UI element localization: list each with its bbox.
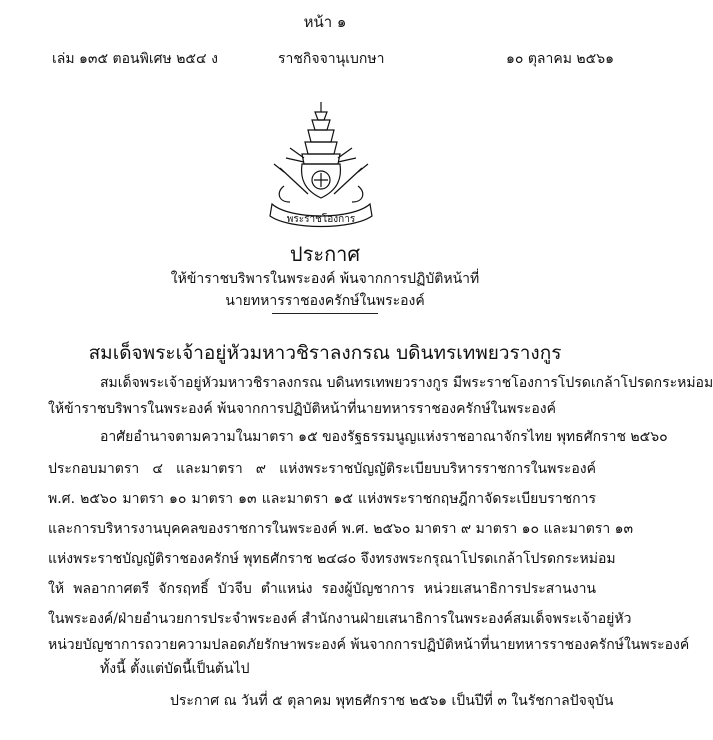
royal-emblem-icon <box>260 98 382 238</box>
body-line: หน่วยบัญชาการถวายความปลอดภัยรักษาพระองค์ พ้นจากการปฏิบัติหน้าที่นายทหารราชองครักษ์ในพระองค์ <box>48 637 690 653</box>
volume-number: เล่ม ๑๓๕ ตอนพิเศษ ๒๕๔ ง <box>52 51 218 67</box>
body-line: ทั้งนี้ ตั้งแต่บัดนี้เป็นต้นไป <box>100 661 250 677</box>
royal-title: สมเด็จพระเจ้าอยู่หัวมหาวชิราลงกรณ บดินทรเทพยวรางกูร <box>88 342 562 364</box>
announcement-subject-line-1: ให้ข้าราชบริพารในพระองค์ พ้นจากการปฏิบัติหน้าที่ <box>170 271 480 287</box>
announcement-subject-line-2: นายทหารราชองครักษ์ในพระองค์ <box>225 293 425 309</box>
gazette-name: ราชกิจจานุเบกษา <box>278 51 385 67</box>
body-line: และการบริหารงานบุคคลของราชการในพระองค์ พ.ศ. ๒๕๖๐ มาตรา ๙ มาตรา ๑๐ และมาตรา ๑๓ <box>48 521 634 537</box>
svg-text:พระราชโองการ: พระราชโองการ <box>286 214 356 225</box>
body-line: อาศัยอำนาจตามความในมาตรา ๑๕ ของรัฐธรรมนูญแห่งราชอาณาจักรไทย พุทธศักราช ๒๕๖๐ <box>100 429 668 445</box>
body-line: สมเด็จพระเจ้าอยู่หัวมหาวชิราลงกรณ บดินทรเทพยวรางกูร มีพระราชโองการโปรดเกล้าโปรดกระหม่อม <box>100 375 713 391</box>
body-line: ให้ข้าราชบริพารในพระองค์ พ้นจากการปฏิบัติหน้าที่นายทหารราชองครักษ์ในพระองค์ <box>48 401 556 417</box>
body-line: ให้ พลอากาศตรี จักรฤทธิ์ บัวจีบ ตำแหน่ง รองผู้บัญชาการ หน่วยเสนาธิการประสานงาน <box>48 581 596 597</box>
body-line: แห่งพระราชบัญญัติราชองครักษ์ พุทธศักราช ๒๔๘๐ จึงทรงพระกรุณาโปรดเกล้าโปรดกระหม่อม <box>48 551 616 567</box>
body-line: พ.ศ. ๒๕๖๐ มาตรา ๑๐ มาตรา ๑๓ และมาตรา ๑๕ แห่งพระราชกฤษฎีกาจัดระเบียบราชการ <box>48 491 596 507</box>
signature-line: ประกาศ ณ วันที่ ๕ ตุลาคม พุทธศักราช ๒๕๖๑ เป็นปีที่ ๓ ในรัชกาลปัจจุบัน <box>170 693 614 709</box>
divider <box>272 313 378 314</box>
body-line: ประกอบมาตรา ๔ และมาตรา ๙ แห่งพระราชบัญญัติระเบียบบริหารราชการในพระองค์ <box>48 461 596 477</box>
body-line: ในพระองค์/ฝ่ายอำนวยการประจำพระองค์ สำนักงานฝ่ายเสนาธิการในพระองค์สมเด็จพระเจ้าอยู่หัว <box>48 611 632 627</box>
publication-date: ๑๐ ตุลาคม ๒๕๖๑ <box>505 51 614 67</box>
announcement-title: ประกาศ <box>289 242 361 266</box>
page-number: หน้า ๑ <box>303 13 347 31</box>
